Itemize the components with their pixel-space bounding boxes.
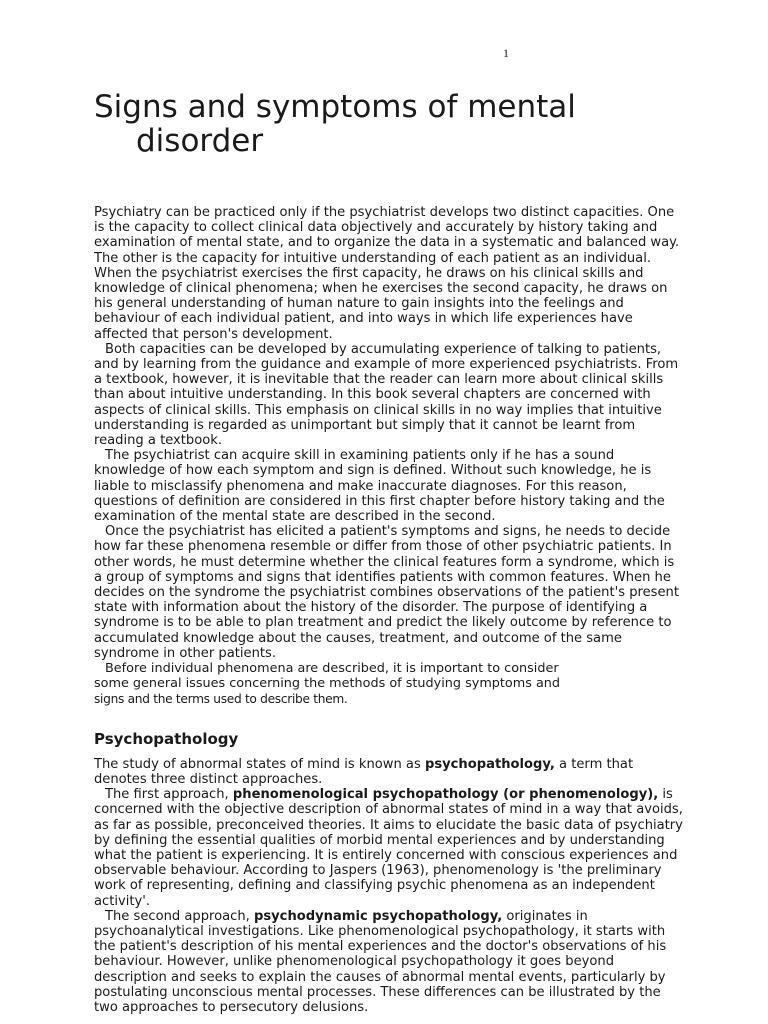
text-run: The study of abnormal states of mind is known as [94,756,425,772]
paragraph-5-line-1: Before individual phenomena are described, it is important to consider [105,661,559,677]
paragraph-1: Psychiatry can be practiced only if the psychiatrist develops two distinct capacities. One is the capacity to collect clinical data objectively and accurately by history taking and examination of mental state, and to organize the data in a systematic and balanced way. The other is the capacity for intuitive understanding of each patient as an individual. When the psychiatrist exercises the first capacity, he draws on his clinical skills and knowledge of clinical phenomena; when he exercises the second capacity, he draws on his general understanding of human nature to gain insights into the feelings and behaviour of each individual patient, and into ways in which life experiences have affected that person's development. [94,205,680,342]
paragraph-5-line-2: some general issues concerning the methods of studying symptoms and [94,676,561,692]
paragraph-3: The psychiatrist can acquire skill in examining patients only if he has a sound knowledge of how each symptom and sign is defined. Without such knowledge, he is liable to misclassify phenomena and make inaccurate diagnoses. For this reason, questions of definition are considered in this first chapter before history taking and the examination of the mental state are described in the second. [94,448,665,525]
document-body [94,205,684,1015]
paragraph-2: Both capacities can be developed by accumulating experience of talking to patients, and by learning from the guidance and example of more experienced psychiatrists. From a textbook, however, it is inevitable that the reader can learn more about clinical skills than about intuitive understanding. In this book several chapters are concerned with aspects of clinical skills. This emphasis on clinical skills in no way implies that intuitive understanding is regarded as unimportant but simply that it cannot be learnt from reading a textbook. [94,341,679,449]
text-run: a term that denotes three distinct approaches. [94,756,634,787]
chapter-title-line2: disorder [136,123,264,159]
text-run: The second approach, [105,908,254,924]
text-run: is concerned with the objective description of abnormal states of mind in a way that avoids, as far as possible, preconceived theories. It aims to elucidate the basic data of psychiatry by defining the essential qualities of morbid mental experiences and by understanding what the patient is experiencing. It is entirely concerned with conscious experiences and observable behaviour. According to Jaspers (1963), phenomenology is 'the preliminary work of representing, defining and classifying psychic phenomena as an independent activity'. [94,787,683,909]
term-psychodynamic: psychodynamic psychopathology, [253,908,503,924]
section-paragraph-2 [94,787,684,909]
text-run: originates in psychoanalytical investigations. Like phenomenological psychopathology, it starts with the patient's description of his mental experiences and the doctor's observations of his behaviour. However, unlike phenomenological psychopathology it goes beyond description and seeks to explain the causes of abnormal mental events, particularly by postulating unconscious mental processes. These differences can be illustrated by the two approaches to persecutory delusions. [94,908,667,1015]
section-paragraph-3 [94,909,684,1015]
term-phenomenological: phenomenological psychopathology (or phenomenology), [232,787,659,803]
paragraph-4: Once the psychiatrist has elicited a patient's symptoms and signs, he needs to decide how far these phenomena resemble or differ from those of other psychiatric patients. In other words, he must determine whether the clinical features form a syndrome, which is a group of symptoms and signs that identifies patients with common features. When he decides on the syndrome the psychiatrist combines observations of the patient's present state with information about the history of the disorder. The purpose of identifying a syndrome is to be able to plan treatment and predict the likely outcome by reference to accumulated knowledge about the causes, treatment, and outcome of the same syndrome in other patients. [94,524,679,661]
section-heading: Psychopathology [94,729,239,748]
section-paragraph-1 [94,757,684,787]
text-run: The first approach, [105,787,233,803]
term-psychopathology: psychopathology, [424,756,555,772]
chapter-title-line1: Signs and symptoms of mental [94,89,576,125]
paragraph-5-line-3: signs and the terms used to describe them. [94,691,348,706]
chapter-title [94,90,654,158]
page-number: 1 [503,46,509,60]
